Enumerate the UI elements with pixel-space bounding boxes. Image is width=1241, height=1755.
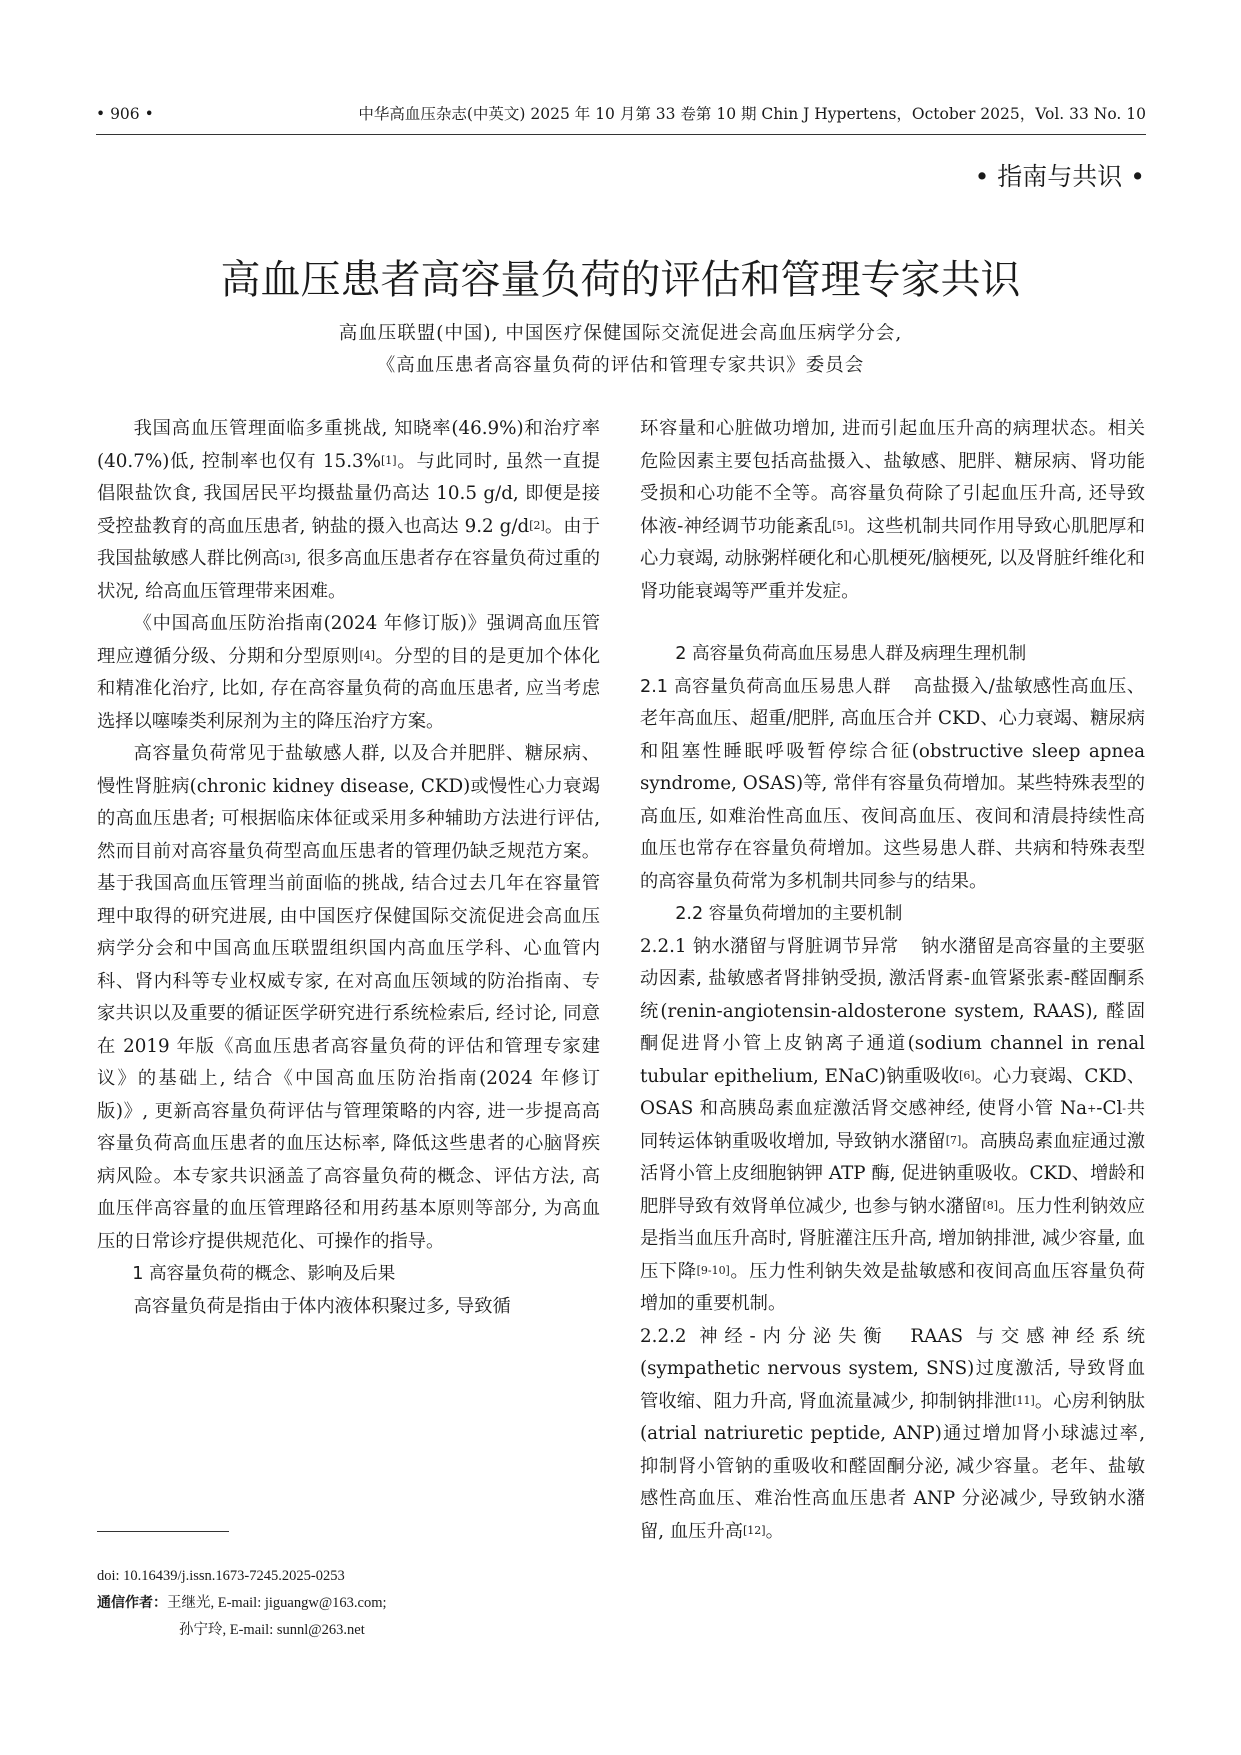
- subsection-heading: 2.1 高容量负荷高血压易患人群: [640, 676, 892, 697]
- paragraph: 我国高血压管理面临多重挑战, 知晓率(46.9%)和治疗率(40.7%)低, 控制率也仅有 15.3%[1]。与此同时, 虽然一直提倡限盐饮食, 我国居民平均摄盐量仍高达 10.5 g/d, 即便是接受控盐教育的高血压患者, 钠盐的摄入也高达 9.2 g/d[2]。由于我国盐敏感人群比例高[3], 很多高血压患者存在容量负荷过重的状况, 给高血压管理带来困难。: [97, 418, 601, 602]
- subsubsection-heading: 2.2.1 钠水潴留与肾脏调节异常: [640, 935, 899, 957]
- section-heading-1: 1 高容量负荷的概念、影响及后果: [132, 1264, 396, 1284]
- paragraph: 《中国高血压防治指南(2024 年修订版)》强调高血压管理应遵循分级、分期和分型原则[4]。分型的目的是更加个体化和精准化治疗, 比如, 存在高容量负荷的高血压患者, 应当考虑选择以噻嗪类利尿剂为主的降压治疗方案。: [97, 613, 601, 732]
- header-rule: [96, 134, 1146, 135]
- paragraph: 高容量负荷常见于盐敏感人群, 以及合并肥胖、糖尿病、慢性肾脏病(chronic kidney disease, CKD)或慢性心力衰竭的高血压患者; 可根据临床体征或采用多种辅助方法进行评估, 然而目前对高容量负荷型高血压患者的管理仍缺乏规范方案。基于我国高血压管理当前面临的挑战, 结合过去几年在容量管理中取得的研究进展, 由中国医疗保健国际交流促进会高血压病学分会和中国高血压联盟组织国内高血压学科、心血管内科、肾内科等专业权威专家, 在对高血压领域的防治指南、专家共识以及重要的循证医学研究进行系统检索后, 经讨论, 同意在 2019 年版《高血压患者高容量负荷的评估和管理专家建议》的基础上, 结合《中国高血压防治指南(2024 年修订版)》, 更新高容量负荷评估与管理策略的内容, 进一步提高高容量负荷高血压患者的血压达标率, 降低这些患者的心脑肾疾病风险。本专家共识涵盖了高容量负荷的概念、评估方法, 高血压伴高容量的血压管理路径和用药基本原则等部分, 为高血压的日常诊疗提供规范化、可操作的指导。: [97, 743, 600, 1252]
- section-heading-2: 2 高容量负荷高血压易患人群及病理生理机制: [675, 644, 1027, 664]
- section-label: • 指南与共识 •: [974, 162, 1145, 191]
- subsection-2-2-1: 2.2.1 钠水潴留与肾脏调节异常 钠水潴留是高容量的主要驱动因素, 盐敏感者肾排钠受损, 激活肾素-血管紧张素-醛固酮系统(renin-angiotensin-aldosterone system, RAAS), 醛固酮促进肾小管上皮钠离子通道(sodium channel in renal tubular epithelium, ENaC)钠重吸收[6]。心力衰竭、CKD、OSAS 和高胰岛素血症激活肾交感神经, 使肾小管 Na+-Cl-共同转运体钠重吸收增加, 导致钠水潴留[7]。高胰岛素血症通过激活肾小管上皮细胞钠钾 ATP 酶, 促进钠重吸收。CKD、增龄和肥胖导致有效肾单位减少, 也参与钠水潴留[8]。压力性利钠效应是指当血压升高时, 肾脏灌注压升高, 增加钠排泄, 减少容量, 血压下降[9-10]。压力性利钠失效是盐敏感和夜间高血压容量负荷增加的重要机制。: [640, 935, 1146, 1314]
- left-column: [97, 413, 600, 1323]
- right-column: [640, 413, 1145, 1548]
- subsection-heading-2-2: 2.2 容量负荷增加的主要机制: [675, 904, 903, 924]
- journal-citation: 中华高血压杂志(中英文) 2025 年 10 月第 33 卷第 10 期 Chin J Hypertens，October 2025，Vol. 33 No. 10: [358, 105, 1146, 123]
- page-number: • 906 •: [96, 105, 154, 123]
- author-list: [0, 318, 1241, 382]
- author-line-2: 《高血压患者高容量负荷的评估和管理专家共识》委员会: [376, 355, 865, 376]
- footnote: [97, 1563, 600, 1644]
- footnote-rule: [97, 1531, 229, 1532]
- doi: doi: 10.16439/j.issn.1673-7245.2025-0253: [97, 1568, 345, 1584]
- article-title: 高血压患者高容量负荷的评估和管理专家共识: [220, 256, 1021, 303]
- subsubsection-heading: 2.2.2 神经-内分泌失衡: [640, 1325, 889, 1347]
- author-line-1: 高血压联盟(中国), 中国医疗保健国际交流促进会高血压病学分会,: [338, 323, 903, 344]
- paragraph: 高容量负荷是指由于体内液体积聚过多, 导致循: [133, 1295, 511, 1317]
- subsection-2-1: 2.1 高容量负荷高血压易患人群 高盐摄入/盐敏感性高血压、老年高血压、超重/肥胖, 高血压合并 CKD、心力衰竭、糖尿病和阻塞性睡眠呼吸暂停综合征(obstructive sleep apnea syndrome, OSAS)等, 常伴有容量负荷增加。某些特殊表型的高血压, 如难治性高血压、夜间高血压、夜间和清晨持续性高血压也常存在容量负荷增加。这些易患人群、共病和特殊表型的高容量负荷常为多机制共同参与的结果。: [640, 675, 1145, 892]
- corresponding-author-2: 孙宁玲, E-mail: sunnl@263.net: [179, 1622, 365, 1638]
- running-header: [96, 102, 1146, 126]
- subsection-2-2-2: 2.2.2 神经-内分泌失衡 RAAS 与交感神经系统(sympathetic nervous system, SNS)过度激活, 导致肾血管收缩、阻力升高, 肾血流量减少, 抑制钠排泄[11]。心房利钠肽(atrial natriuretic peptide, ANP)通过增加肾小球滤过率, 抑制肾小管钠的重吸收和醛固酮分泌, 减少容量。老年、盐敏感性高血压、难治性高血压患者 ANP 分泌减少, 导致钠水潴留, 血压升高[12]。: [640, 1325, 1146, 1542]
- paragraph: 环容量和心脏做功增加, 进而引起血压升高的病理状态。相关危险因素主要包括高盐摄入、盐敏感、肥胖、糖尿病、肾功能受损和心功能不全等。高容量负荷除了引起血压升高, 还导致体液-神经调节功能紊乱[5]。这些机制共同作用导致心肌肥厚和心力衰竭, 动脉粥样硬化和心肌梗死/脑梗死, 以及肾脏纤维化和肾功能衰竭等严重并发症。: [640, 418, 1145, 602]
- corresponding-author: 通信作者：王继光, E-mail: jiguangw@163.com;: [97, 1595, 387, 1611]
